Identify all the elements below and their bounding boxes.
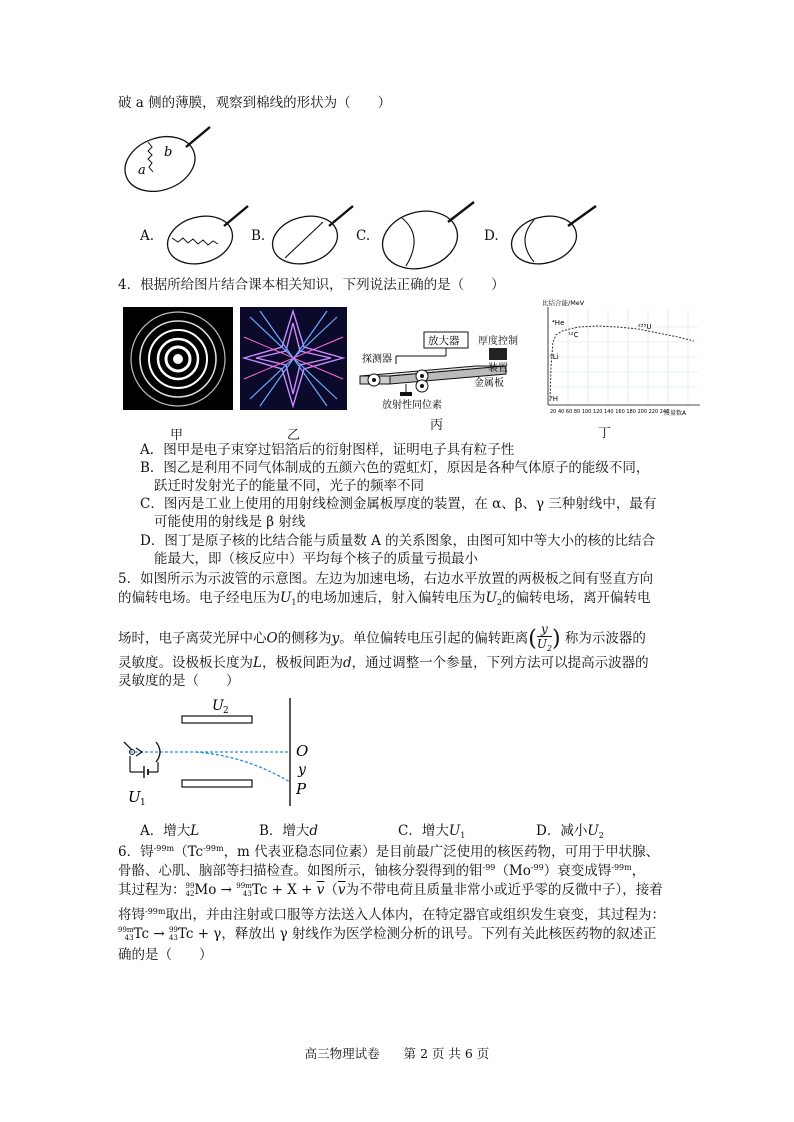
svg-text:U: U [212, 698, 224, 714]
q4-option-c[interactable]: C．图丙是工业上使用的用射线检测金属板厚度的装置，在 α、β、γ 三种射线中，最有 [140, 496, 657, 512]
q5-option-d[interactable]: D．减小$U_2$ [536, 823, 604, 840]
q4-photo-yi [240, 307, 347, 410]
q4-option-d[interactable]: D．图丁是原子核的比结合能与质量数 A 的关系图象，由图可知中等大小的核的比结合 [140, 533, 656, 549]
svg-text:⁶Li: ⁶Li [550, 353, 559, 361]
svg-text:1: 1 [140, 798, 146, 808]
page-footer [0, 1044, 794, 1062]
q5-option-c[interactable]: C．增大$U_1$ [398, 823, 466, 840]
q6-line1: 6．锝$^{-99m}(Tc^{-99m}$，m 代表亚稳态同位素）是目前最广泛使用的核医药物，可用于甲状腺、 [118, 844, 660, 860]
q6-line3: 其过程为：99 42Mo → 99m $43Tc + X + \overline{v}(\overline{v}$为不带电荷且质量非常小或近乎零的反微中子），接着 [118, 882, 663, 898]
q3-option-b[interactable]: B. [251, 228, 266, 244]
q3-option-a-figure [160, 200, 250, 270]
svg-text:b: b [164, 145, 173, 160]
q3-option-d-figure [504, 200, 600, 270]
q5-line1: 5．如图所示为示波管的示意图。左边为加速电场，右边水平放置的两极板之间有竖直方向 [118, 571, 654, 587]
svg-text:放射性同位素: 放射性同位素 [382, 400, 442, 410]
q6-line6: 确的是（ ） [118, 947, 213, 963]
q5-oscilloscope-figure [116, 694, 326, 810]
svg-text:P: P [296, 780, 307, 798]
svg-text:²H: ²H [550, 395, 559, 403]
q4-caption-yi: 乙 [287, 428, 301, 443]
svg-text:y: y [298, 762, 306, 778]
footer-subject: 高三物理试卷 [304, 1046, 380, 1061]
sensitivity-fraction: $\frac{y}{U_2}$ [536, 622, 553, 653]
svg-text:比结合能/MeV: 比结合能/MeV [542, 299, 585, 307]
svg-text:质量数A: 质量数A [664, 410, 687, 417]
q4-caption-bing: 丙 [430, 418, 444, 433]
svg-text:O: O [296, 742, 309, 760]
svg-text:金属板: 金属板 [474, 378, 504, 389]
q5-option-b[interactable]: B．增大d [259, 823, 319, 839]
q4-caption-jia: 甲 [170, 428, 184, 443]
q3-option-b-figure [265, 200, 355, 270]
q5-option-a[interactable]: A．增大L [140, 823, 200, 839]
q4-photo-jia [123, 307, 233, 410]
q3-option-a[interactable]: A. [140, 228, 155, 244]
q6-line4: 将锝$^{-99m}$取出，并由注射或口服等方法送入人体内，在特定器官或组织发生衰变，其过程为： [118, 907, 665, 923]
svg-text:厚度控制: 厚度控制 [478, 336, 518, 347]
q4-option-a[interactable]: A．图甲是电子束穿过铝箔后的衍射图样，证明电子具有粒子性 [140, 442, 515, 458]
q5-line2: 的偏转电场。电子经电压为$U_1$的电场加速后，射入偏转电压为$U_2$的偏转电场，离开偏转电 [118, 590, 651, 607]
q5-line4: 灵敏度。设极板长度为L，极板间距为d，通过调整一个参量，下列方法可以提高示波器的 [118, 655, 649, 671]
q4-option-c-cont: 可能使用的射线是 β 射线 [154, 514, 306, 530]
q5-line5: 灵敏度的是（ ） [118, 673, 240, 689]
svg-text:探测器: 探测器 [362, 354, 392, 365]
q3-option-c-figure [376, 196, 476, 272]
svg-text:20 40 60 80 100 120 140 160 18: 20 40 60 80 100 120 140 160 180 200 220 240 [550, 409, 670, 415]
footer-page-number: 第 2 页 共 6 页 [403, 1046, 490, 1061]
q3-option-c[interactable]: C. [356, 228, 371, 244]
q4-stem: 4．根据所给图片结合课本相关知识，下列说法正确的是（ ） [118, 277, 505, 293]
q4-option-b-cont: 跃迁时发射光子的能量不同，光子的频率不同 [154, 478, 424, 494]
svg-text:装置: 装置 [488, 363, 508, 374]
svg-text:放大器: 放大器 [428, 335, 460, 347]
q3-stem: 破 a 侧的薄膜，观察到棉线的形状为（ ） [118, 95, 392, 111]
q3-main-figure [120, 122, 220, 192]
svg-text:²³⁵U: ²³⁵U [638, 323, 652, 331]
svg-text:2: 2 [223, 706, 229, 716]
svg-text:U: U [128, 788, 141, 806]
q6-line2: 骨骼、心肌、脑部等扫描检查。如图所示，铀核分裂得到的钼$^{-99}(Mo^{-99})$衰变成锝$^{-99m}$， [118, 863, 646, 879]
q4-figure-ding [538, 297, 704, 421]
q4-option-b[interactable]: B．图乙是利用不同气体制成的五颜六色的霓虹灯，原因是各种气体原子的能级不同， [140, 460, 650, 476]
q5-line3: 场时，电子离荧光屏中心O的侧移为y。单位偏转电压引起的偏转距离( $\frac{y}{U_2}$) 称为示波器的 [118, 622, 646, 656]
q4-caption-ding: 丁 [598, 426, 612, 441]
q3-option-d[interactable]: D. [484, 228, 499, 244]
q6-line5: 99m 43Tc → 99 43Tc + γ，释放出 γ 射线作为医学检测分析的讯号。下列有关此核医药物的叙述正 [118, 926, 657, 942]
svg-text:¹²C: ¹²C [568, 331, 579, 339]
q4-figure-bing [356, 328, 536, 410]
svg-text:⁴He: ⁴He [552, 319, 565, 327]
svg-text:a: a [138, 163, 146, 178]
q4-option-d-cont: 能最大，即（核反应中）平均每个核子的质量亏损最小 [154, 551, 478, 567]
